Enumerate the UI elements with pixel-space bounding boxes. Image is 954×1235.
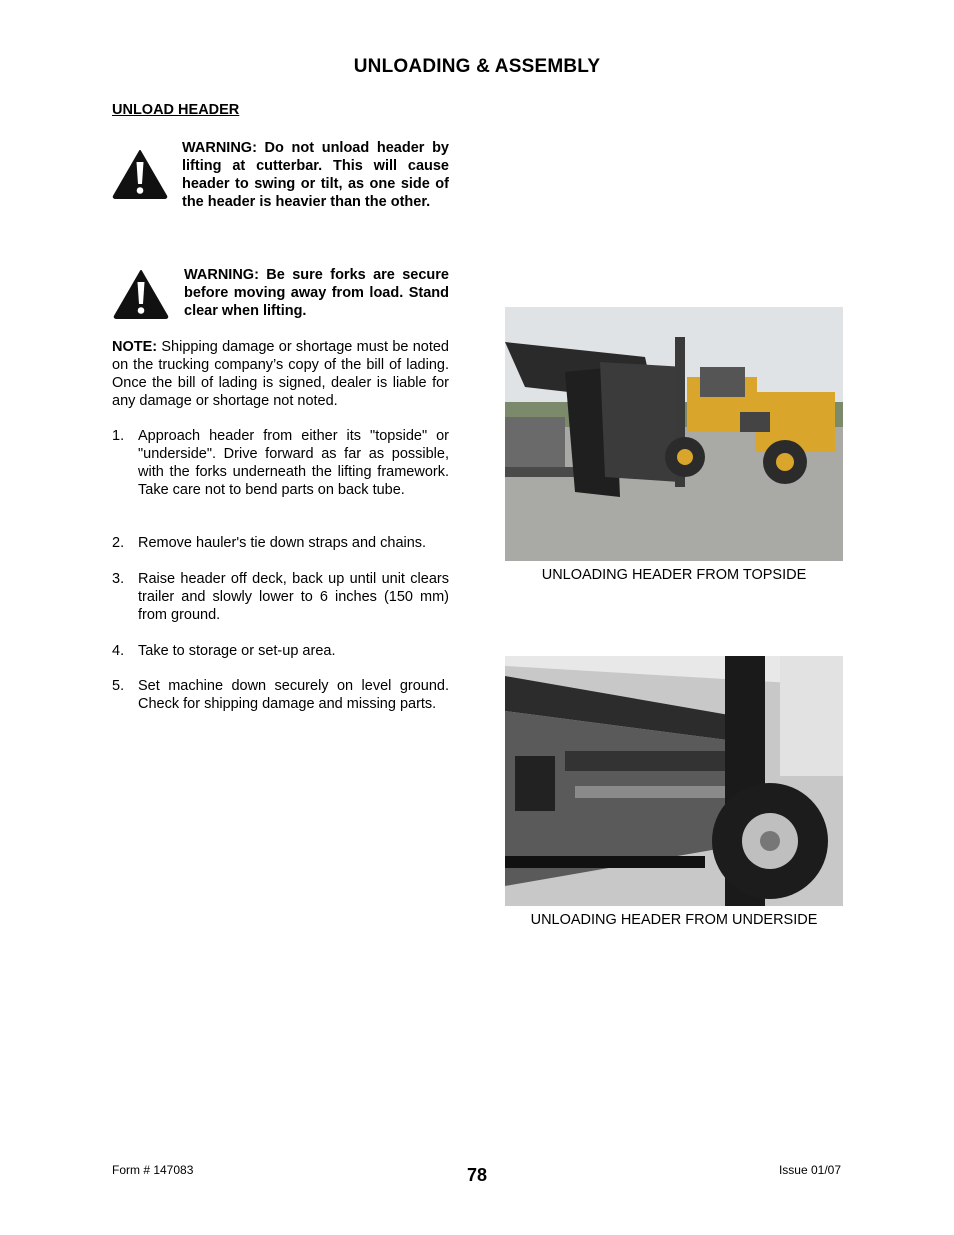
step-text: Take to storage or set-up area. <box>138 643 336 659</box>
warning-text-2: WARNING: Be sure forks are secure before moving away from load. Stand clear when lifting. <box>184 267 449 319</box>
step-text: Approach header from either its "topside" or "underside". Drive forward as far as possible, with the forks underneath the lifting framework. Take care not to bend parts on back tube. <box>138 428 449 498</box>
note-text: Shipping damage or shortage must be noted on the trucking company’s copy of the bill of lading. Once the bill of lading is signed, dealer is liable for any damage or shortage not noted. <box>112 339 449 409</box>
caption-underside: UNLOADING HEADER FROM UNDERSIDE <box>530 912 818 928</box>
step-text: Remove hauler's tie down straps and chains. <box>138 535 427 551</box>
photo-unloading-underside <box>505 656 843 906</box>
list-item <box>112 677 449 713</box>
step-number: 1. <box>112 428 125 444</box>
step-number: 2. <box>112 535 125 551</box>
list-item <box>112 427 449 499</box>
step-number: 4. <box>112 643 125 659</box>
note-label: NOTE: <box>112 339 158 355</box>
list-item <box>112 534 449 552</box>
page-number: 78 <box>466 1165 488 1185</box>
page-title: UNLOADING & ASSEMBLY <box>353 56 601 77</box>
note-paragraph <box>112 338 449 410</box>
form-number: Form # 147083 <box>112 1163 194 1177</box>
step-text: Raise header off deck, back up until unit clears trailer and slowly lower to 6 inches (150 mm) from ground. <box>138 571 449 623</box>
photo-unloading-topside <box>505 307 843 561</box>
caption-topside: UNLOADING HEADER FROM TOPSIDE <box>541 567 807 583</box>
list-item <box>112 570 449 624</box>
section-heading: UNLOAD HEADER <box>112 102 240 118</box>
issue-date: Issue 01/07 <box>778 1163 841 1177</box>
step-number: 5. <box>112 678 125 694</box>
forklift-underside-illustration <box>505 656 843 906</box>
step-text: Set machine down securely on level ground. Check for shipping damage and missing parts. <box>138 678 449 712</box>
step-number: 3. <box>112 571 125 587</box>
list-item <box>112 642 449 660</box>
warning-triangle-icon <box>113 268 169 320</box>
forklift-topside-illustration <box>505 307 843 561</box>
warning-text-1: WARNING: Do not unload header by lifting at cutterbar. This will cause header to swing or tilt, as one side of the header is heavier than the other. <box>182 140 449 210</box>
warning-triangle-icon <box>112 148 168 200</box>
